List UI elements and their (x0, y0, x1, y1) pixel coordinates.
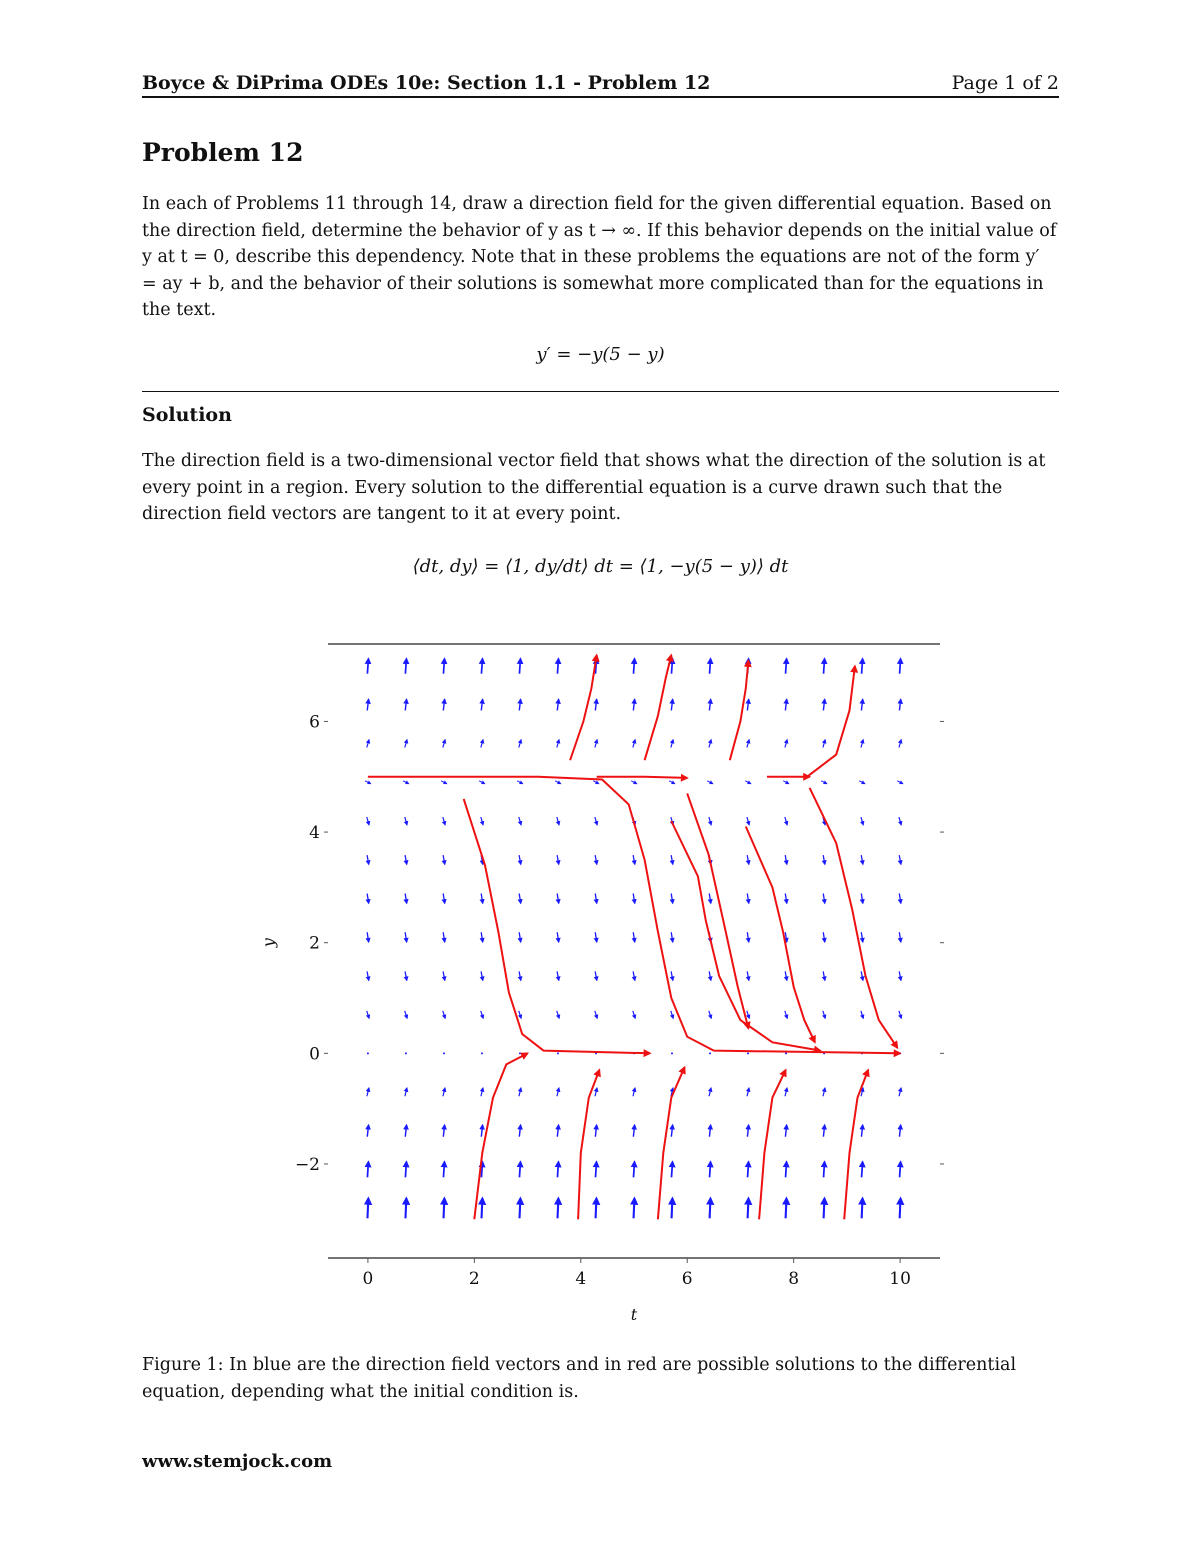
field-vector (785, 1125, 786, 1137)
field-vector (900, 1198, 901, 1218)
field-vector (481, 1088, 483, 1096)
field-vector (671, 740, 673, 748)
x-tick-label: 0 (362, 1269, 374, 1289)
field-vector (785, 1011, 787, 1019)
field-vector (443, 1052, 445, 1054)
field-vector (443, 1011, 445, 1019)
field-vector (633, 855, 635, 864)
field-vector (633, 1088, 635, 1096)
field-vector (481, 699, 482, 710)
field-vector (481, 659, 482, 674)
field-vector (405, 1052, 407, 1054)
field-vector (441, 781, 447, 784)
header-page-number: Page 1 of 2 (951, 72, 1059, 94)
field-vector (367, 1052, 369, 1054)
field-vector (747, 1088, 749, 1096)
field-vector (899, 855, 901, 864)
field-vector (405, 932, 407, 942)
field-vector (481, 1125, 482, 1137)
field-vector (481, 1011, 483, 1019)
field-vector (405, 894, 407, 904)
field-vector (900, 659, 901, 674)
field-vector (899, 894, 901, 904)
field-vector (862, 659, 863, 674)
field-vector (823, 1125, 824, 1137)
y-tick-label: −2 (294, 1154, 320, 1175)
field-vector (669, 781, 675, 784)
field-vector (444, 1198, 445, 1218)
y-tick-label: 6 (309, 712, 320, 733)
field-vector (899, 699, 900, 710)
field-vector (405, 1162, 406, 1178)
field-vector (671, 855, 673, 864)
field-vector (405, 740, 407, 748)
field-vector (596, 1198, 597, 1218)
field-vector (709, 971, 711, 980)
field-vector (785, 740, 787, 748)
field-vector (367, 740, 369, 748)
field-vector (443, 1162, 444, 1178)
field-vector (595, 699, 596, 710)
field-vector (557, 740, 559, 748)
field-vector (557, 855, 559, 864)
section-divider (142, 391, 1059, 392)
field-vector (861, 971, 863, 980)
field-vector (557, 1088, 559, 1096)
x-tick-label: 6 (681, 1269, 693, 1289)
field-vector (405, 659, 406, 674)
field-vector (595, 740, 597, 748)
field-vector (367, 1011, 369, 1019)
field-vector (595, 1011, 597, 1019)
field-vector (595, 894, 597, 904)
field-vector (367, 699, 368, 710)
field-vector (785, 699, 786, 710)
field-vector (709, 817, 711, 825)
field-vector (824, 1162, 825, 1178)
x-tick-label: 8 (788, 1269, 800, 1289)
field-vector (859, 781, 865, 784)
field-vector (405, 1011, 407, 1019)
field-vector (861, 932, 863, 942)
field-vector (443, 659, 444, 674)
field-vector (748, 1162, 749, 1178)
field-vector (786, 659, 787, 674)
field-vector (747, 1125, 748, 1137)
solution-text: The direction field is a two-dimensional vector field that shows what the direction of the solution is at every point in a region. Every solution to the differential equation is a curve drawn such that the direction field vectors are tangent to it at every point. (142, 451, 1046, 524)
field-vector (633, 1125, 634, 1137)
field-vector (634, 1198, 635, 1218)
field-vector (747, 894, 749, 904)
field-vector (671, 1162, 672, 1178)
field-vector (595, 971, 597, 980)
field-vector (786, 1198, 787, 1218)
field-vector (861, 855, 863, 864)
field-vector (899, 1088, 901, 1096)
field-vector (481, 971, 483, 980)
field-vector (785, 817, 787, 825)
field-vector (555, 781, 561, 784)
field-vector (557, 659, 558, 674)
field-vector (519, 740, 521, 748)
field-vector (747, 740, 749, 748)
field-vector (481, 740, 483, 748)
field-vector (595, 817, 597, 825)
field-vector (595, 932, 597, 942)
y-tick-label: 2 (309, 933, 320, 954)
field-vector (747, 1011, 749, 1019)
y-tick-label: 0 (309, 1044, 320, 1065)
field-vector (823, 932, 825, 942)
solution-curve (746, 827, 815, 1043)
field-vector (747, 817, 749, 825)
solution-heading: Solution (142, 404, 232, 426)
field-vector (861, 1125, 862, 1137)
field-vector (365, 781, 371, 784)
field-vector (443, 971, 445, 980)
field-vector (861, 894, 863, 904)
field-vector (823, 740, 825, 748)
field-vector (519, 1088, 521, 1096)
field-vector (443, 855, 445, 864)
field-vector (367, 1125, 368, 1137)
field-vector (367, 659, 368, 674)
field-vector (519, 1125, 520, 1137)
field-vector (861, 1011, 863, 1019)
field-vector (481, 894, 483, 904)
field-vector (709, 740, 711, 748)
header-title: Boyce & DiPrima ODEs 10e: Section 1.1 - Problem 12 (142, 72, 711, 94)
field-vector (900, 1162, 901, 1178)
field-vector (405, 971, 407, 980)
field-vector (823, 894, 825, 904)
field-vector (557, 971, 559, 980)
field-vector (861, 817, 863, 825)
field-vector (710, 1162, 711, 1178)
field-vector (671, 1125, 672, 1137)
figure-caption: Figure 1: In blue are the direction field vectors and in red are possible solutions to the differential equation, depending what the initial condition is. (142, 1355, 1017, 1402)
field-vector (823, 971, 825, 980)
field-vector (899, 1125, 900, 1137)
solution-curve (759, 1070, 786, 1219)
field-vector (785, 1088, 787, 1096)
field-vector (520, 1198, 521, 1218)
field-vector (785, 894, 787, 904)
field-vector (748, 1198, 749, 1218)
field-vector (367, 1198, 368, 1218)
field-vector (899, 971, 901, 980)
field-vector (557, 1125, 558, 1137)
field-vector (481, 1052, 483, 1054)
field-vector (862, 1198, 863, 1218)
field-vector (443, 894, 445, 904)
solution-curve (570, 655, 597, 760)
field-vector (633, 1011, 635, 1019)
field-vector (595, 1088, 597, 1096)
field-vector (710, 659, 711, 674)
field-vector (671, 1011, 673, 1019)
field-vector (710, 1198, 711, 1218)
field-vector (367, 971, 369, 980)
solution-curve (807, 666, 855, 777)
field-vector (823, 1088, 825, 1096)
field-vector (443, 817, 445, 825)
field-vector (405, 1125, 406, 1137)
field-vector (823, 699, 824, 710)
field-vector (824, 659, 825, 674)
field-vector (595, 1125, 596, 1137)
field-vector (557, 1162, 558, 1178)
field-vector (709, 1088, 711, 1096)
field-vector (631, 781, 637, 784)
field-vector (747, 1052, 749, 1054)
field-vector (557, 1052, 559, 1054)
field-vector (517, 781, 523, 784)
solution-equation: ⟨dt, dy⟩ = ⟨1, dy/dt⟩ dt = ⟨1, −y(5 − y)⟩ dt (412, 556, 789, 577)
field-vector (367, 1088, 369, 1096)
solution-curve (810, 788, 898, 1048)
field-vector (367, 1162, 368, 1178)
field-vector (482, 1198, 483, 1218)
field-vector (557, 699, 558, 710)
field-vector (405, 699, 406, 710)
field-vector (707, 781, 713, 784)
field-vector (593, 781, 599, 784)
field-vector (709, 1011, 711, 1019)
field-vector (671, 1052, 673, 1054)
field-vector (557, 894, 559, 904)
field-vector (899, 740, 901, 748)
field-vector (557, 932, 559, 942)
field-vector (405, 855, 407, 864)
field-vector (367, 855, 369, 864)
direction-field-chart (252, 630, 952, 1330)
field-vector (709, 1052, 711, 1054)
field-vector (443, 1125, 444, 1137)
field-vector (481, 932, 483, 942)
field-vector (709, 1125, 710, 1137)
field-vector (671, 659, 672, 674)
field-vector (633, 659, 634, 674)
field-vector (519, 1162, 520, 1178)
field-vector (519, 1052, 521, 1054)
y-axis-label: y (259, 938, 278, 948)
field-vector (519, 971, 521, 980)
field-vector (861, 740, 863, 748)
x-tick-label: 10 (889, 1269, 911, 1289)
field-vector (633, 932, 635, 942)
field-vector (671, 932, 673, 942)
field-vector (899, 1011, 901, 1019)
field-vector (367, 817, 369, 825)
field-vector (745, 781, 751, 784)
field-vector (747, 971, 749, 980)
solution-curve (597, 777, 688, 778)
field-vector (671, 699, 672, 710)
field-vector (671, 971, 673, 980)
field-vector (481, 817, 483, 825)
field-vector (897, 781, 903, 784)
y-tick-label: 4 (309, 823, 320, 844)
field-vector (633, 894, 635, 904)
solution-curve (687, 793, 748, 1028)
field-vector (405, 817, 407, 825)
document-page (142, 0, 1059, 1553)
field-vector (519, 932, 521, 942)
field-vector (367, 932, 369, 942)
field-vector (403, 781, 409, 784)
field-vector (557, 1011, 559, 1019)
field-vector (633, 699, 634, 710)
field-vector (405, 1088, 407, 1096)
field-vector (709, 894, 711, 904)
footer-url: www.stemjock.com (142, 1451, 333, 1472)
solution-curve (658, 1067, 685, 1219)
field-vector (405, 1198, 406, 1218)
field-vector (633, 740, 635, 748)
field-vector (824, 1198, 825, 1218)
problem-title: Problem 12 (142, 138, 304, 167)
solution-curve (844, 1070, 868, 1219)
field-vector (519, 855, 521, 864)
page-header (142, 66, 1059, 98)
field-vector (443, 932, 445, 942)
field-vector (786, 1162, 787, 1178)
problem-equation: y′ = −y(5 − y) (536, 344, 665, 365)
field-vector (671, 894, 673, 904)
problem-text: In each of Problems 11 through 14, draw a direction field for the given differential equation. Based on the direction field, determine the behavior of y as t → ∞. If this behavior depends on the initial value of y at t = 0, describe this dependency. Note that in these problems the equations are not of the form y′ = ay + b, and the behavior of their solutions is somewhat more complicated than for the equations in the text. (142, 194, 1057, 320)
field-vector (823, 855, 825, 864)
x-axis-label: t (630, 1305, 638, 1324)
field-vector (479, 781, 485, 784)
field-vector (443, 699, 444, 710)
field-vector (595, 1162, 596, 1178)
field-vector (519, 894, 521, 904)
field-vector (519, 659, 520, 674)
x-tick-label: 4 (575, 1269, 587, 1289)
field-vector (785, 855, 787, 864)
field-vector (821, 781, 827, 784)
solution-curve (368, 777, 900, 1054)
field-vector (519, 817, 521, 825)
x-tick-label: 2 (468, 1269, 480, 1289)
solution-curve (645, 655, 672, 760)
field-vector (785, 971, 787, 980)
field-vector (899, 817, 901, 825)
field-vector (443, 1088, 445, 1096)
field-vector (595, 855, 597, 864)
field-vector (709, 699, 710, 710)
field-vector (558, 1198, 559, 1218)
solution-curve (464, 799, 650, 1053)
field-vector (443, 740, 445, 748)
field-vector (747, 855, 749, 864)
field-vector (367, 894, 369, 904)
solution-curve (730, 661, 749, 761)
field-vector (672, 1198, 673, 1218)
field-vector (633, 971, 635, 980)
field-vector (557, 817, 559, 825)
field-vector (823, 1011, 825, 1019)
field-vector (861, 699, 862, 710)
field-vector (747, 932, 749, 942)
field-vector (899, 932, 901, 942)
field-vector (519, 1011, 521, 1019)
field-vector (862, 1162, 863, 1178)
field-vector (747, 699, 748, 710)
field-vector (633, 1162, 634, 1178)
field-vector (783, 781, 789, 784)
field-vector (519, 699, 520, 710)
